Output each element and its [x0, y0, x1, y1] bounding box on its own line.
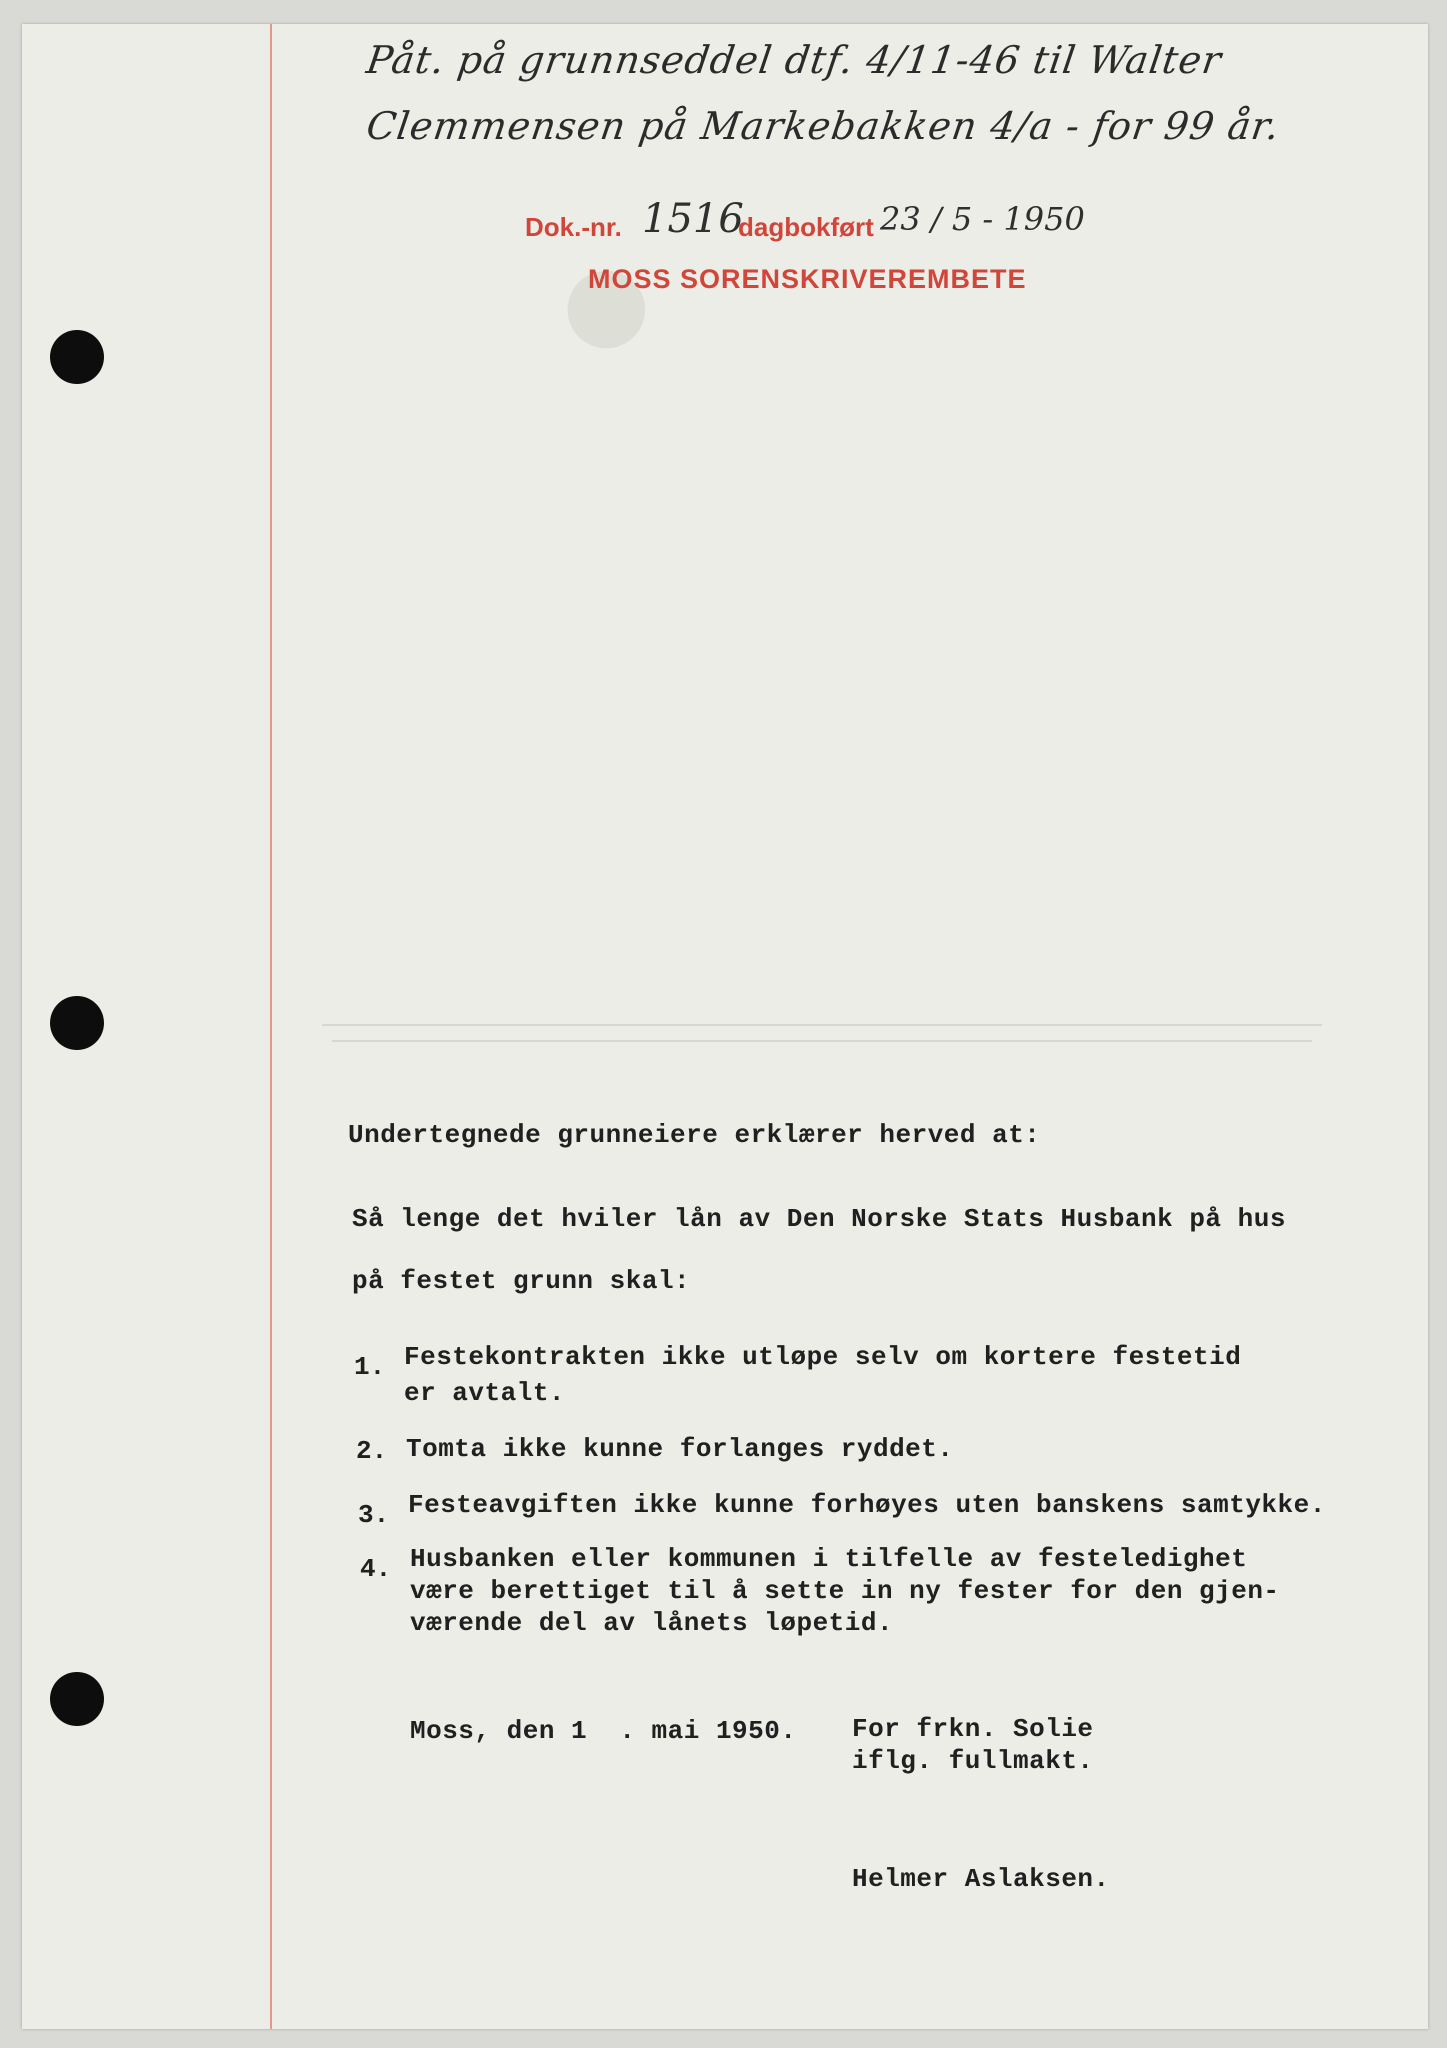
- paragraph-line-1: Så lenge det hviler lån av Den Norske Stats Husbank på hus: [352, 1204, 1286, 1234]
- list-item-3-line-1: Festeavgiften ikke kunne forhøyes uten banskens samtykke.: [408, 1490, 1326, 1520]
- punch-hole-middle: [50, 996, 104, 1050]
- red-margin-line: [270, 24, 272, 2029]
- handwritten-note-line-2: Clemmensen på Markebakken 4/a - for 99 år.: [363, 104, 1283, 148]
- signature-name: Helmer Aslaksen.: [852, 1864, 1110, 1894]
- list-item-4-line-1: Husbanken eller kommunen i tilfelle av festeledighet: [410, 1544, 1248, 1574]
- paragraph-line-2: på festet grunn skal:: [352, 1266, 691, 1296]
- handwritten-note-line-1: Påt. på grunnseddel dtf. 4/11-46 til Walter: [363, 38, 1225, 82]
- stamp-doc-prefix: Dok.-nr.: [525, 212, 622, 242]
- list-item-1-line-1: Festekontrakten ikke utløpe selv om kortere festetid: [404, 1342, 1242, 1372]
- list-item-number: 2.: [356, 1436, 388, 1466]
- place-date-line: Moss, den 1 . mai 1950.: [410, 1716, 797, 1746]
- stamp-office: MOSS SORENSKRIVEREMBETE: [588, 264, 1027, 294]
- bleed-through-line: [322, 1024, 1322, 1026]
- watermark-background: ●: [495, 235, 696, 364]
- punch-hole-top: [50, 330, 104, 384]
- stamp-date: 23 / 5 - 1950: [880, 200, 1085, 238]
- list-item-1-line-2: er avtalt.: [404, 1378, 566, 1408]
- list-item-number: 3.: [358, 1500, 390, 1530]
- list-item-number: 1.: [354, 1352, 386, 1382]
- list-item-2-line-1: Tomta ikke kunne forlanges ryddet.: [406, 1434, 954, 1464]
- list-item-4-line-3: værende del av lånets løpetid.: [410, 1608, 894, 1638]
- for-line-1: For frkn. Solie: [852, 1714, 1094, 1744]
- list-item-4-line-2: være berettiget til å sette in ny fester for den gjen-: [410, 1576, 1280, 1606]
- list-item-number: 4.: [360, 1554, 392, 1584]
- bleed-through-line: [332, 1040, 1312, 1042]
- punch-hole-bottom: [50, 1672, 104, 1726]
- stamp-dagbokfort-label: dagbokført: [738, 212, 874, 242]
- for-line-2: iflg. fullmakt.: [852, 1746, 1094, 1776]
- stamp-doc-number: 1516: [642, 196, 744, 242]
- document-page: [22, 24, 1428, 2029]
- intro-text: Undertegnede grunneiere erklærer herved at:: [348, 1120, 1041, 1150]
